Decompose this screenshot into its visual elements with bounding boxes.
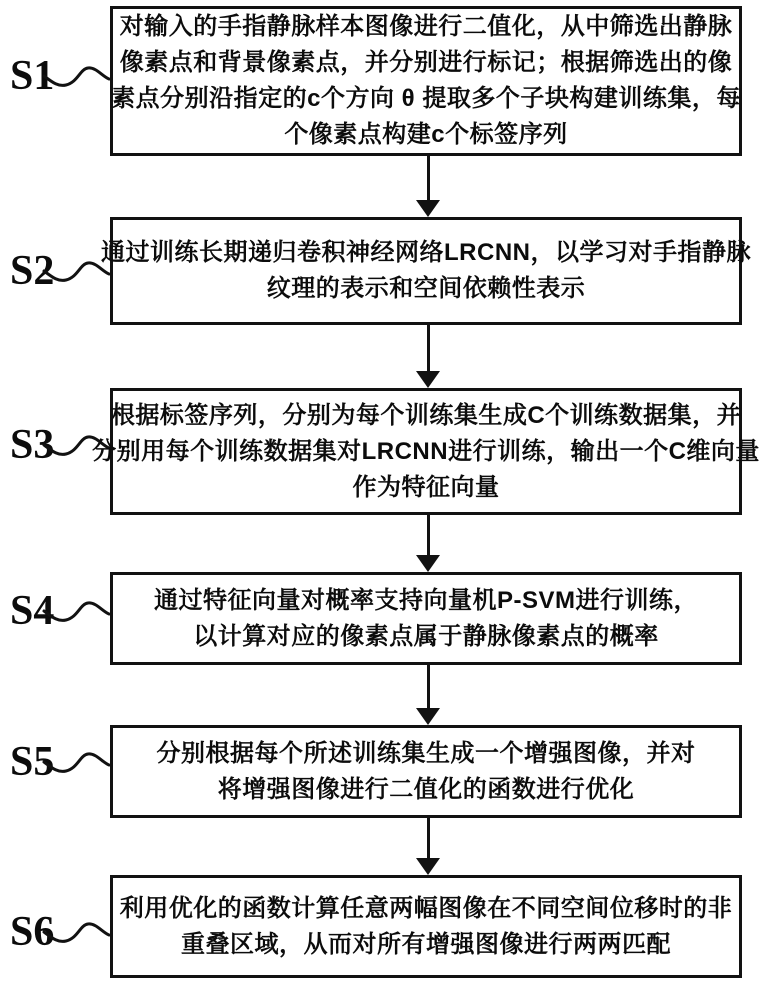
step-text-line: 将增强图像进行二值化的函数进行优化 [217,775,635,803]
squiggle-connector-s2 [42,258,110,286]
step-text-line: 素点分别沿指定的c个方向 θ 提取多个子块构建训练集，每 [111,85,741,112]
flow-arrow-2 [416,325,440,388]
squiggle-connector-s6 [42,919,110,947]
step-label-s3: S3 [10,422,55,468]
step-text-line: 作为特征向量 [352,473,500,501]
step-text-line: 根据标签序列，分别为每个训练集生成C个训练数据集，并 [110,401,742,429]
step-text-line: 通过训练长期递归卷积神经网络LRCNN，以学习对手指静脉 [101,239,751,266]
step-box-s3 [92,388,760,515]
step-text-line: 分别根据每个所述训练集生成一个增强图像，并对 [156,739,696,767]
step-text-line: 分别用每个训练数据集对LRCNN进行训练，输出一个C维向量 [92,437,760,465]
step-text-line: 个像素点构建c个标签序列 [284,121,568,148]
step-text-line: 重叠区域，从而对所有增强图像进行两两匹配 [181,930,671,958]
squiggle-connector-s5 [42,749,110,777]
step-box-s1 [110,6,742,156]
flow-arrow-4 [416,665,440,725]
step-label-s1: S1 [10,53,55,99]
flow-arrow-5 [416,818,440,875]
step-text-line: 利用优化的函数计算任意两幅图像在不同空间位移时的非 [119,894,733,922]
step-text-line: 对输入的手指静脉样本图像进行二值化，从中筛选出静脉 [119,13,733,40]
step-label-s4: S4 [10,588,55,634]
squiggle-connector-s1 [42,63,110,91]
step-text-line: 通过特征向量对概率支持向量机P-SVM进行训练， [153,586,698,614]
step-box-s6 [110,875,742,978]
step-label-s2: S2 [10,248,55,294]
step-box-s2 [101,217,751,325]
squiggle-connector-s4 [42,598,110,626]
step-box-s5 [110,725,742,818]
step-text-line: 以计算对应的像素点属于静脉像素点的概率 [193,622,659,650]
flow-arrow-1 [416,156,440,217]
step-text-line: 纹理的表示和空间依赖性表示 [266,275,586,302]
step-text-line: 像素点和背景像素点，并分别进行标记；根据筛选出的像 [119,49,733,76]
flow-arrow-3 [416,515,440,572]
step-label-s5: S5 [10,739,55,785]
step-label-s6: S6 [10,909,55,955]
step-box-s4 [110,572,742,665]
